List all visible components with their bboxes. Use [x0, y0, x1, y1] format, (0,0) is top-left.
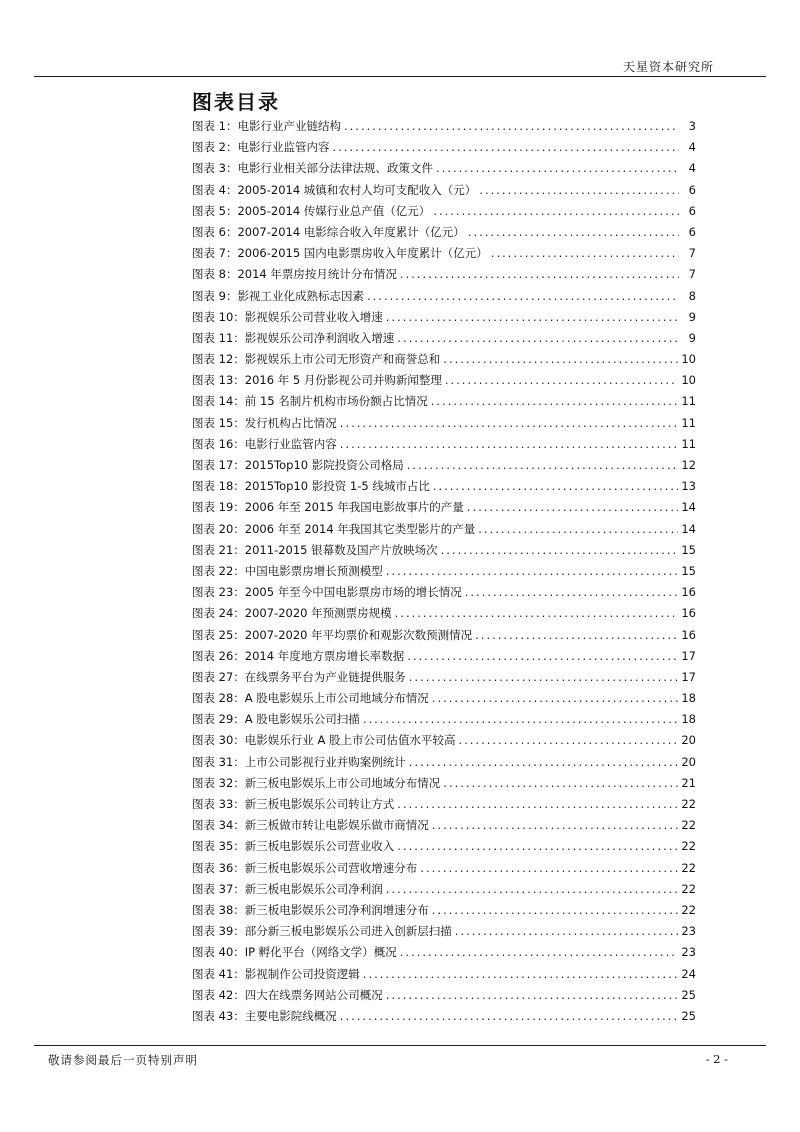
- toc-entry-label: 图表 2：电影行业监管内容: [192, 140, 330, 155]
- toc-leader-dots: [445, 373, 679, 387]
- toc-entry-page: 12: [681, 458, 696, 472]
- toc-leader-dots: [386, 564, 679, 578]
- toc-leader-dots: [458, 733, 678, 747]
- toc-entry[interactable]: [192, 182, 696, 203]
- footer-divider: [34, 1045, 766, 1046]
- footer-disclaimer: 敬请参阅最后一页特别声明: [48, 1053, 198, 1067]
- toc-leader-dots: [386, 310, 679, 324]
- toc-entry-label: 图表 6：2007-2014 电影综合收入年度累计（亿元）: [192, 224, 465, 239]
- toc-entry-page: 18: [681, 712, 696, 727]
- toc-entry[interactable]: [192, 266, 696, 287]
- toc-leader-dots: [386, 988, 679, 1002]
- toc-entry-page: 22: [681, 860, 696, 875]
- toc-entry-label: 图表 29：A 股电影娱乐公司扫描: [192, 712, 360, 727]
- toc-entry-label: 图表 28：A 股电影娱乐上市公司地域分布情况: [192, 691, 429, 706]
- toc-entry-label: 图表 32：新三板电影娱乐上市公司地域分布情况: [192, 775, 441, 790]
- toc-entry[interactable]: [192, 648, 696, 669]
- toc-entry-page: 20: [681, 754, 696, 769]
- toc-leader-dots: [433, 204, 679, 218]
- toc-entry-label: 图表 17：2015Top10 影院投资公司格局: [192, 458, 404, 472]
- toc-entry-label: 图表 10：影视娱乐公司营业收入增速: [192, 309, 383, 324]
- toc-leader-dots: [409, 755, 679, 769]
- toc-entry-page: 15: [681, 542, 696, 557]
- toc-entry-label: 图表 12：影视娱乐上市公司无形资产和商誉总和: [192, 352, 441, 367]
- toc-entry-page: 25: [681, 1008, 696, 1023]
- toc-leader-dots: [432, 818, 679, 832]
- toc-entry-page: 22: [681, 818, 696, 833]
- toc-entry-page: 13: [681, 479, 696, 494]
- toc-entry-label: 图表 31：上市公司影视行业并购案例统计: [192, 754, 406, 769]
- toc-entry[interactable]: [192, 838, 696, 859]
- toc-entry-label: 图表 35：新三板电影娱乐公司营业收入: [192, 839, 395, 854]
- toc-entry-label: 图表 27：在线票务平台为产业链提供服务: [192, 669, 406, 684]
- toc-entry[interactable]: [192, 860, 696, 881]
- toc-leader-dots: [478, 522, 678, 536]
- toc-leader-dots: [344, 119, 679, 133]
- page-title: 图表目录: [192, 90, 280, 114]
- toc-leader-dots: [467, 500, 679, 514]
- toc-entry-page: 22: [681, 881, 696, 896]
- toc-leader-dots: [420, 861, 678, 875]
- toc-entry-label: 图表 4：2005-2014 城镇和农村人均可支配收入（元）: [192, 182, 477, 197]
- toc-entry-page: 22: [681, 797, 696, 811]
- toc-entry-label: 图表 3：电影行业相关部分法律法规、政策文件: [192, 161, 433, 176]
- toc-entry-label: 图表 22：中国电影票房增长预测模型: [192, 563, 383, 578]
- toc-entry-label: 图表 1：电影行业产业链结构: [192, 119, 341, 133]
- toc-entry-label: 图表 25：2007-2020 年平均票价和观影次数预测情况: [192, 627, 473, 642]
- toc-entry[interactable]: [192, 436, 696, 457]
- toc-leader-dots: [340, 437, 679, 451]
- table-of-figures: [192, 118, 696, 1029]
- toc-entry-label: 图表 23：2005 年至今中国电影票房市场的增长情况: [192, 585, 462, 600]
- toc-entry[interactable]: [192, 881, 696, 902]
- toc-entry-label: 图表 19：2006 年至 2015 年我国电影故事片的产量: [192, 500, 464, 515]
- header-divider: [34, 76, 766, 77]
- toc-leader-dots: [432, 691, 679, 705]
- toc-entry-label: 图表 18：2015Top10 影投资 1-5 线城市占比: [192, 479, 430, 494]
- toc-leader-dots: [441, 543, 679, 557]
- toc-entry-label: 图表 14：前 15 名制片机构市场份额占比情况: [192, 394, 428, 409]
- toc-entry[interactable]: [192, 203, 696, 224]
- toc-entry[interactable]: [192, 224, 696, 245]
- toc-entry[interactable]: [192, 521, 696, 542]
- toc-entry-label: 图表 26：2014 年度地方票房增长率数据: [192, 648, 405, 663]
- toc-entry-label: 图表 16：电影行业监管内容: [192, 436, 337, 451]
- toc-entry-page: 9: [688, 309, 696, 324]
- toc-entry-page: 10: [681, 352, 696, 367]
- toc-entry-page: 17: [681, 669, 696, 684]
- toc-entry-page: 10: [681, 373, 696, 388]
- toc-entry-page: 9: [688, 330, 696, 345]
- toc-entry[interactable]: [192, 245, 696, 266]
- toc-entry-page: 16: [681, 627, 696, 642]
- toc-leader-dots: [332, 140, 679, 154]
- toc-entry[interactable]: [192, 160, 696, 181]
- toc-entry-label: 图表 43：主要电影院线概况: [192, 1008, 337, 1023]
- toc-leader-dots: [432, 903, 679, 917]
- footer-page-number: - 2 -: [705, 1052, 728, 1066]
- toc-entry[interactable]: [192, 118, 696, 139]
- toc-entry-label: 图表 30：电影娱乐行业 A 股上市公司估值水平较高: [192, 733, 456, 748]
- toc-entry-page: 11: [681, 436, 696, 451]
- toc-entry[interactable]: [192, 139, 696, 160]
- toc-entry[interactable]: [192, 923, 696, 944]
- toc-entry-label: 图表 13：2016 年 5 月份影视公司并购新闻整理: [192, 373, 442, 388]
- toc-leader-dots: [436, 161, 679, 175]
- toc-entry[interactable]: [192, 987, 696, 1008]
- toc-entry[interactable]: [192, 775, 696, 796]
- toc-leader-dots: [455, 924, 679, 938]
- toc-leader-dots: [433, 479, 679, 493]
- toc-entry-page: 17: [681, 648, 696, 663]
- toc-entry[interactable]: [192, 499, 696, 520]
- toc-entry-page: 21: [681, 775, 696, 790]
- toc-entry[interactable]: [192, 690, 696, 711]
- toc-entry[interactable]: [192, 966, 696, 987]
- toc-entry-label: 图表 38：新三板电影娱乐公司净利润增速分布: [192, 902, 429, 917]
- toc-entry-page: 23: [681, 945, 696, 960]
- toc-leader-dots: [363, 967, 679, 981]
- toc-leader-dots: [363, 712, 679, 726]
- toc-leader-dots: [340, 1009, 679, 1023]
- toc-entry[interactable]: [192, 627, 696, 648]
- toc-entry[interactable]: [192, 711, 696, 732]
- toc-entry-page: 22: [681, 902, 696, 917]
- toc-entry-page: 23: [681, 924, 696, 939]
- toc-entry-label: 图表 33：新三板电影娱乐公司转让方式: [192, 797, 395, 811]
- toc-entry-page: 6: [688, 224, 696, 239]
- toc-entry-page: 6: [688, 203, 696, 218]
- toc-entry-label: 图表 5：2005-2014 传媒行业总产值（亿元）: [192, 203, 431, 218]
- toc-entry-page: 11: [681, 415, 696, 430]
- toc-entry[interactable]: [192, 563, 696, 584]
- toc-entry-label: 图表 39：部分新三板电影娱乐公司进入创新层扫描: [192, 924, 452, 939]
- toc-entry-page: 4: [688, 140, 696, 155]
- toc-entry-page: 4: [688, 161, 696, 176]
- toc-entry-label: 图表 21：2011-2015 银幕数及国产片放映场次: [192, 542, 438, 557]
- toc-leader-dots: [431, 394, 679, 408]
- toc-entry-page: 16: [681, 606, 696, 621]
- toc-leader-dots: [443, 776, 678, 790]
- toc-leader-dots: [407, 649, 678, 663]
- toc-leader-dots: [400, 945, 679, 959]
- toc-leader-dots: [367, 289, 679, 303]
- toc-entry[interactable]: [192, 817, 696, 838]
- toc-entry-page: 7: [688, 267, 696, 282]
- toc-entry-label: 图表 42：四大在线票务网站公司概况: [192, 987, 383, 1002]
- toc-leader-dots: [407, 458, 679, 472]
- toc-entry-page: 6: [688, 182, 696, 197]
- toc-entry-label: 图表 24：2007-2020 年预测票房规模: [192, 606, 392, 621]
- toc-entry-page: 7: [688, 246, 696, 261]
- toc-entry-label: 图表 11：影视娱乐公司净利润收入增速: [192, 330, 395, 345]
- toc-leader-dots: [443, 352, 678, 366]
- toc-entry[interactable]: [192, 393, 696, 414]
- toc-entry[interactable]: [192, 478, 696, 499]
- toc-entry[interactable]: [192, 457, 696, 478]
- toc-entry-label: 图表 36：新三板电影娱乐公司营收增速分布: [192, 860, 418, 875]
- toc-entry[interactable]: [192, 351, 696, 372]
- toc-entry-page: 24: [681, 966, 696, 981]
- toc-entry[interactable]: [192, 796, 696, 817]
- toc-leader-dots: [395, 606, 679, 620]
- toc-entry-label: 图表 41：影视制作公司投资逻辑: [192, 966, 360, 981]
- toc-entry[interactable]: [192, 372, 696, 393]
- toc-leader-dots: [479, 183, 679, 197]
- toc-entry-page: 22: [681, 839, 696, 854]
- toc-entry-label: 图表 34：新三板做市转让电影娱乐做市商情况: [192, 818, 429, 833]
- toc-leader-dots: [491, 246, 679, 260]
- toc-entry-page: 14: [681, 521, 696, 536]
- toc-leader-dots: [468, 225, 679, 239]
- toc-entry[interactable]: [192, 732, 696, 753]
- toc-entry[interactable]: [192, 415, 696, 436]
- toc-entry[interactable]: [192, 542, 696, 563]
- toc-entry[interactable]: [192, 902, 696, 923]
- toc-leader-dots: [475, 628, 678, 642]
- toc-leader-dots: [386, 882, 679, 896]
- toc-entry[interactable]: [192, 669, 696, 690]
- toc-entry-page: 3: [688, 119, 696, 133]
- toc-entry[interactable]: [192, 288, 696, 309]
- toc-entry-page: 25: [681, 987, 696, 1002]
- toc-entry-page: 8: [688, 288, 696, 303]
- toc-leader-dots: [397, 331, 679, 345]
- toc-leader-dots: [400, 267, 679, 281]
- toc-entry-label: 图表 9：影视工业化成熟标志因素: [192, 288, 364, 303]
- toc-entry-label: 图表 40：IP 孵化平台（网络文学）概况: [192, 945, 397, 960]
- toc-entry-page: 20: [681, 733, 696, 748]
- toc-leader-dots: [397, 839, 678, 853]
- toc-leader-dots: [465, 585, 679, 599]
- toc-entry-label: 图表 37：新三板电影娱乐公司净利润: [192, 881, 383, 896]
- toc-entry-label: 图表 15：发行机构占比情况: [192, 415, 337, 430]
- toc-entry[interactable]: [192, 754, 696, 775]
- header-org-name: 天星资本研究所: [622, 60, 714, 74]
- toc-entry-label: 图表 8：2014 年票房按月统计分布情况: [192, 267, 397, 282]
- toc-entry-page: 16: [681, 585, 696, 600]
- toc-leader-dots: [409, 670, 679, 684]
- toc-entry-label: 图表 7：2006-2015 国内电影票房收入年度累计（亿元）: [192, 246, 488, 261]
- toc-entry[interactable]: [192, 330, 696, 351]
- toc-entry[interactable]: [192, 584, 696, 605]
- toc-leader-dots: [397, 797, 678, 811]
- toc-entry[interactable]: [192, 605, 696, 626]
- toc-entry-label: 图表 20：2006 年至 2014 年我国其它类型影片的产量: [192, 521, 476, 536]
- toc-leader-dots: [340, 416, 679, 430]
- toc-entry[interactable]: [192, 944, 696, 965]
- toc-entry[interactable]: [192, 309, 696, 330]
- toc-entry-page: 18: [681, 691, 696, 706]
- toc-entry-page: 11: [681, 394, 696, 409]
- toc-entry-page: 15: [681, 563, 696, 578]
- toc-entry-page: 14: [681, 500, 696, 515]
- toc-entry[interactable]: [192, 1008, 696, 1029]
